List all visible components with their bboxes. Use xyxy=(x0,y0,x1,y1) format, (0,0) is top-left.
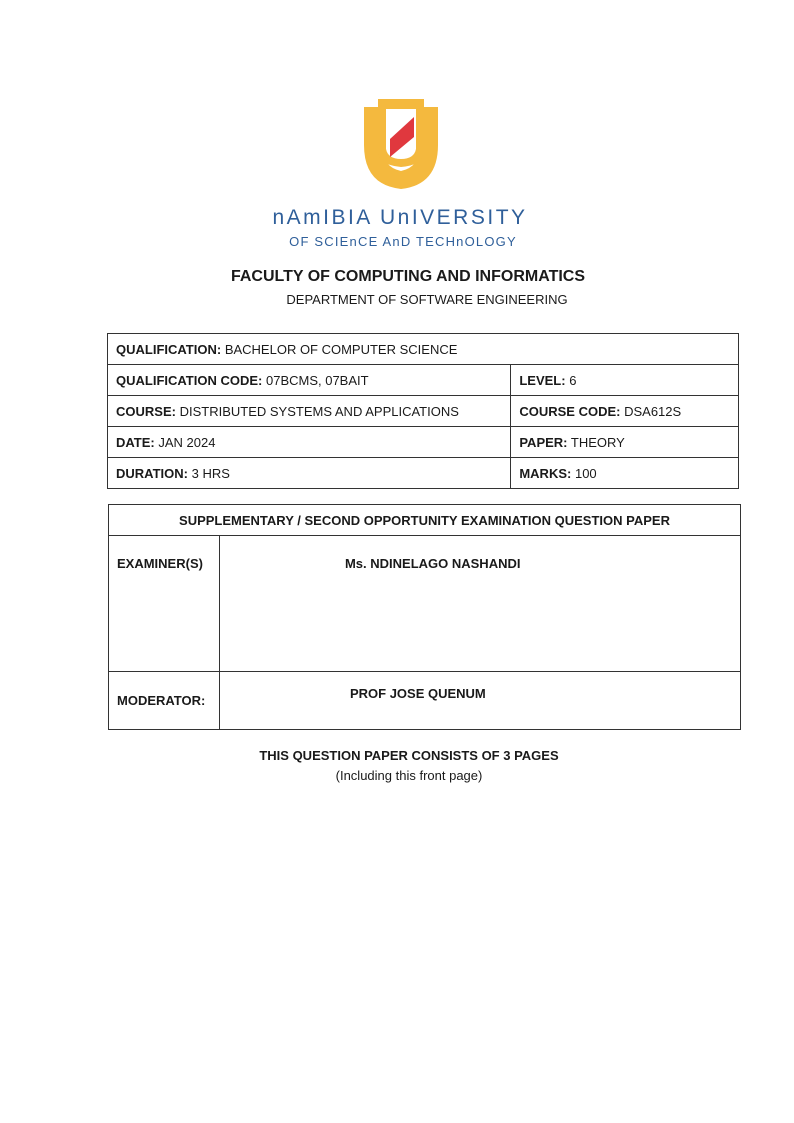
course-value: DISTRIBUTED SYSTEMS AND APPLICATIONS xyxy=(179,403,459,419)
course-label: COURSE: xyxy=(116,403,176,419)
date-cell xyxy=(108,427,511,458)
course-code-cell xyxy=(511,396,739,427)
paper-cell xyxy=(511,427,739,458)
moderator-value: PROF JOSE QUENUM xyxy=(219,672,740,730)
duration-value: 3 HRS xyxy=(191,465,230,481)
moderator-label: MODERATOR: xyxy=(109,672,220,730)
level-cell xyxy=(511,365,739,396)
qualification-code-row xyxy=(108,365,739,396)
pages-subnote: (Including this front page) xyxy=(335,768,483,783)
marks-value: 100 xyxy=(574,465,597,481)
exam-title: SUPPLEMENTARY / SECOND OPPORTUNITY EXAMINATION QUESTION PAPER xyxy=(109,505,741,536)
qualification-label: QUALIFICATION: xyxy=(116,341,222,357)
qualification-code-value: 07BCMS, 07BAIT xyxy=(265,372,369,388)
moderator-row xyxy=(109,672,741,730)
university-name: nAmIBIA UnIVERSITY xyxy=(272,206,528,229)
course-row xyxy=(108,396,739,427)
exam-title-row xyxy=(109,505,741,536)
duration-row xyxy=(108,458,739,489)
level-value: 6 xyxy=(569,372,577,388)
pages-note: THIS QUESTION PAPER CONSISTS OF 3 PAGES xyxy=(259,748,559,763)
examiner-label: EXAMINER(S) xyxy=(109,536,220,672)
paper-label: PAPER: xyxy=(519,434,568,450)
duration-label: DURATION: xyxy=(116,465,188,481)
department-title: DEPARTMENT OF SOFTWARE ENGINEERING xyxy=(286,292,568,307)
course-code-label: COURSE CODE: xyxy=(519,403,621,419)
examination-table xyxy=(108,504,741,730)
qualification-cell xyxy=(108,334,739,365)
examiner-row xyxy=(109,536,741,672)
course-code-value: DSA612S xyxy=(624,403,682,419)
paper-value: THEORY xyxy=(570,434,625,450)
qualification-value: BACHELOR OF COMPUTER SCIENCE xyxy=(224,341,458,357)
date-label: DATE: xyxy=(116,434,155,450)
level-label: LEVEL: xyxy=(519,372,566,388)
course-info-table xyxy=(107,333,739,489)
qualification-row xyxy=(108,334,739,365)
marks-cell xyxy=(511,458,739,489)
course-cell xyxy=(108,396,511,427)
university-subtitle: OF SCIEnCE AnD TECHnOLOGY xyxy=(289,234,517,249)
duration-cell xyxy=(108,458,511,489)
faculty-title: FACULTY OF COMPUTING AND INFORMATICS xyxy=(230,268,586,285)
marks-label: MARKS: xyxy=(519,465,572,481)
date-value: JAN 2024 xyxy=(158,434,216,450)
university-logo xyxy=(356,93,446,191)
qualification-code-cell xyxy=(108,365,511,396)
date-row xyxy=(108,427,739,458)
qualification-code-label: QUALIFICATION CODE: xyxy=(116,372,263,388)
examiner-value: Ms. NDINELAGO NASHANDI xyxy=(219,536,740,672)
